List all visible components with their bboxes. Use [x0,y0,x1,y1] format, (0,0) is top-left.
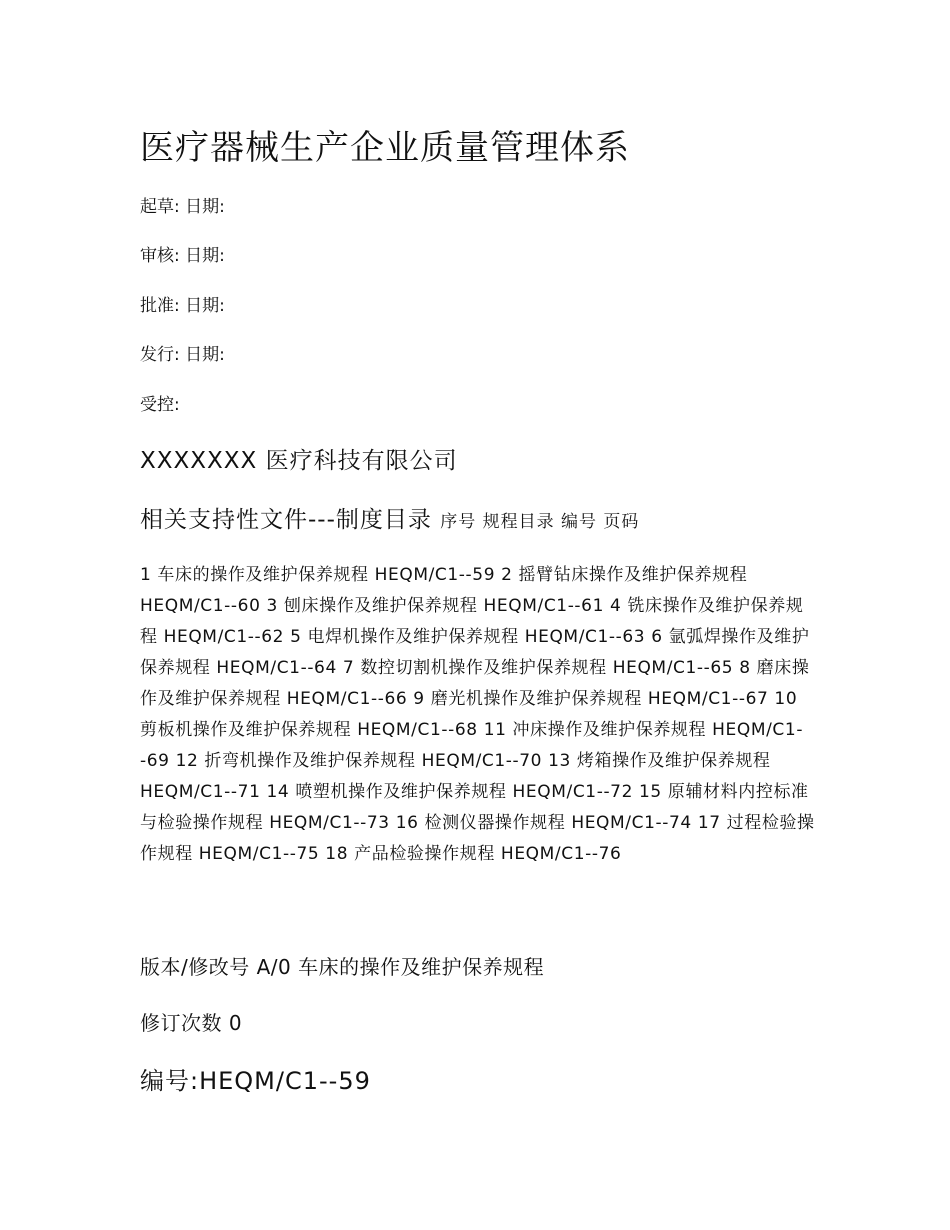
approve-date-line: 批准: 日期: [140,296,225,316]
version-line: 版本/修改号 A/0 车床的操作及维护保养规程 [140,955,545,979]
related-heading-text: 相关支持性文件---制度目录 [140,507,432,533]
revision-line: 修订次数 0 [140,1011,243,1035]
controlled-line: 受控: [140,395,180,415]
issue-date-line: 发行: 日期: [140,345,225,365]
related-documents-heading [140,503,639,539]
document-title: 医疗器械生产企业质量管理体系 [140,128,630,168]
document-number: 编号:HEQM/C1--59 [140,1067,371,1095]
draft-date-line: 起草: 日期: [140,197,225,217]
catalog-list-text: 1 车床的操作及维护保养规程 HEQM/C1--59 2 摇臂钻床操作及维护保养规程 HEQM/C1--60 3 刨床操作及维护保养规程 HEQM/C1--61 4 铣床操作及维护保养规程 HEQM/C1--62 5 电焊机操作及维护保养规程 HEQM/C1--63 6 氩弧焊操作及维护保养规程 HEQM/C1--64 7 数控切割机操作及维护保养规程 HEQM/C1--65 8 磨床操作及维护保养规程 HEQM/C1--66 9 磨光机操作及维护保养规程 HEQM/C1--67 10 剪板机操作及维护保养规程 HEQM/C1--68 11 冲床操作及维护保养规程 HEQM/C1--69 12 折弯机操作及维护保养规程 HEQM/C1--70 13 烤箱操作及维护保养规程 HEQM/C1--71 14 喷塑机操作及维护保养规程 HEQM/C1--72 15 原辅材料内控标准与检验操作规程 HEQM/C1--73 16 检测仪器操作规程 HEQM/C1--74 17 过程检验操作规程 HEQM/C1--75 18 产品检验操作规程 HEQM/C1--76 [140,565,815,864]
catalog-column-headers: 序号 规程目录 编号 页码 [440,512,640,532]
company-name: XXXXXXX 医疗科技有限公司 [140,448,458,474]
review-date-line: 审核: 日期: [140,246,225,266]
